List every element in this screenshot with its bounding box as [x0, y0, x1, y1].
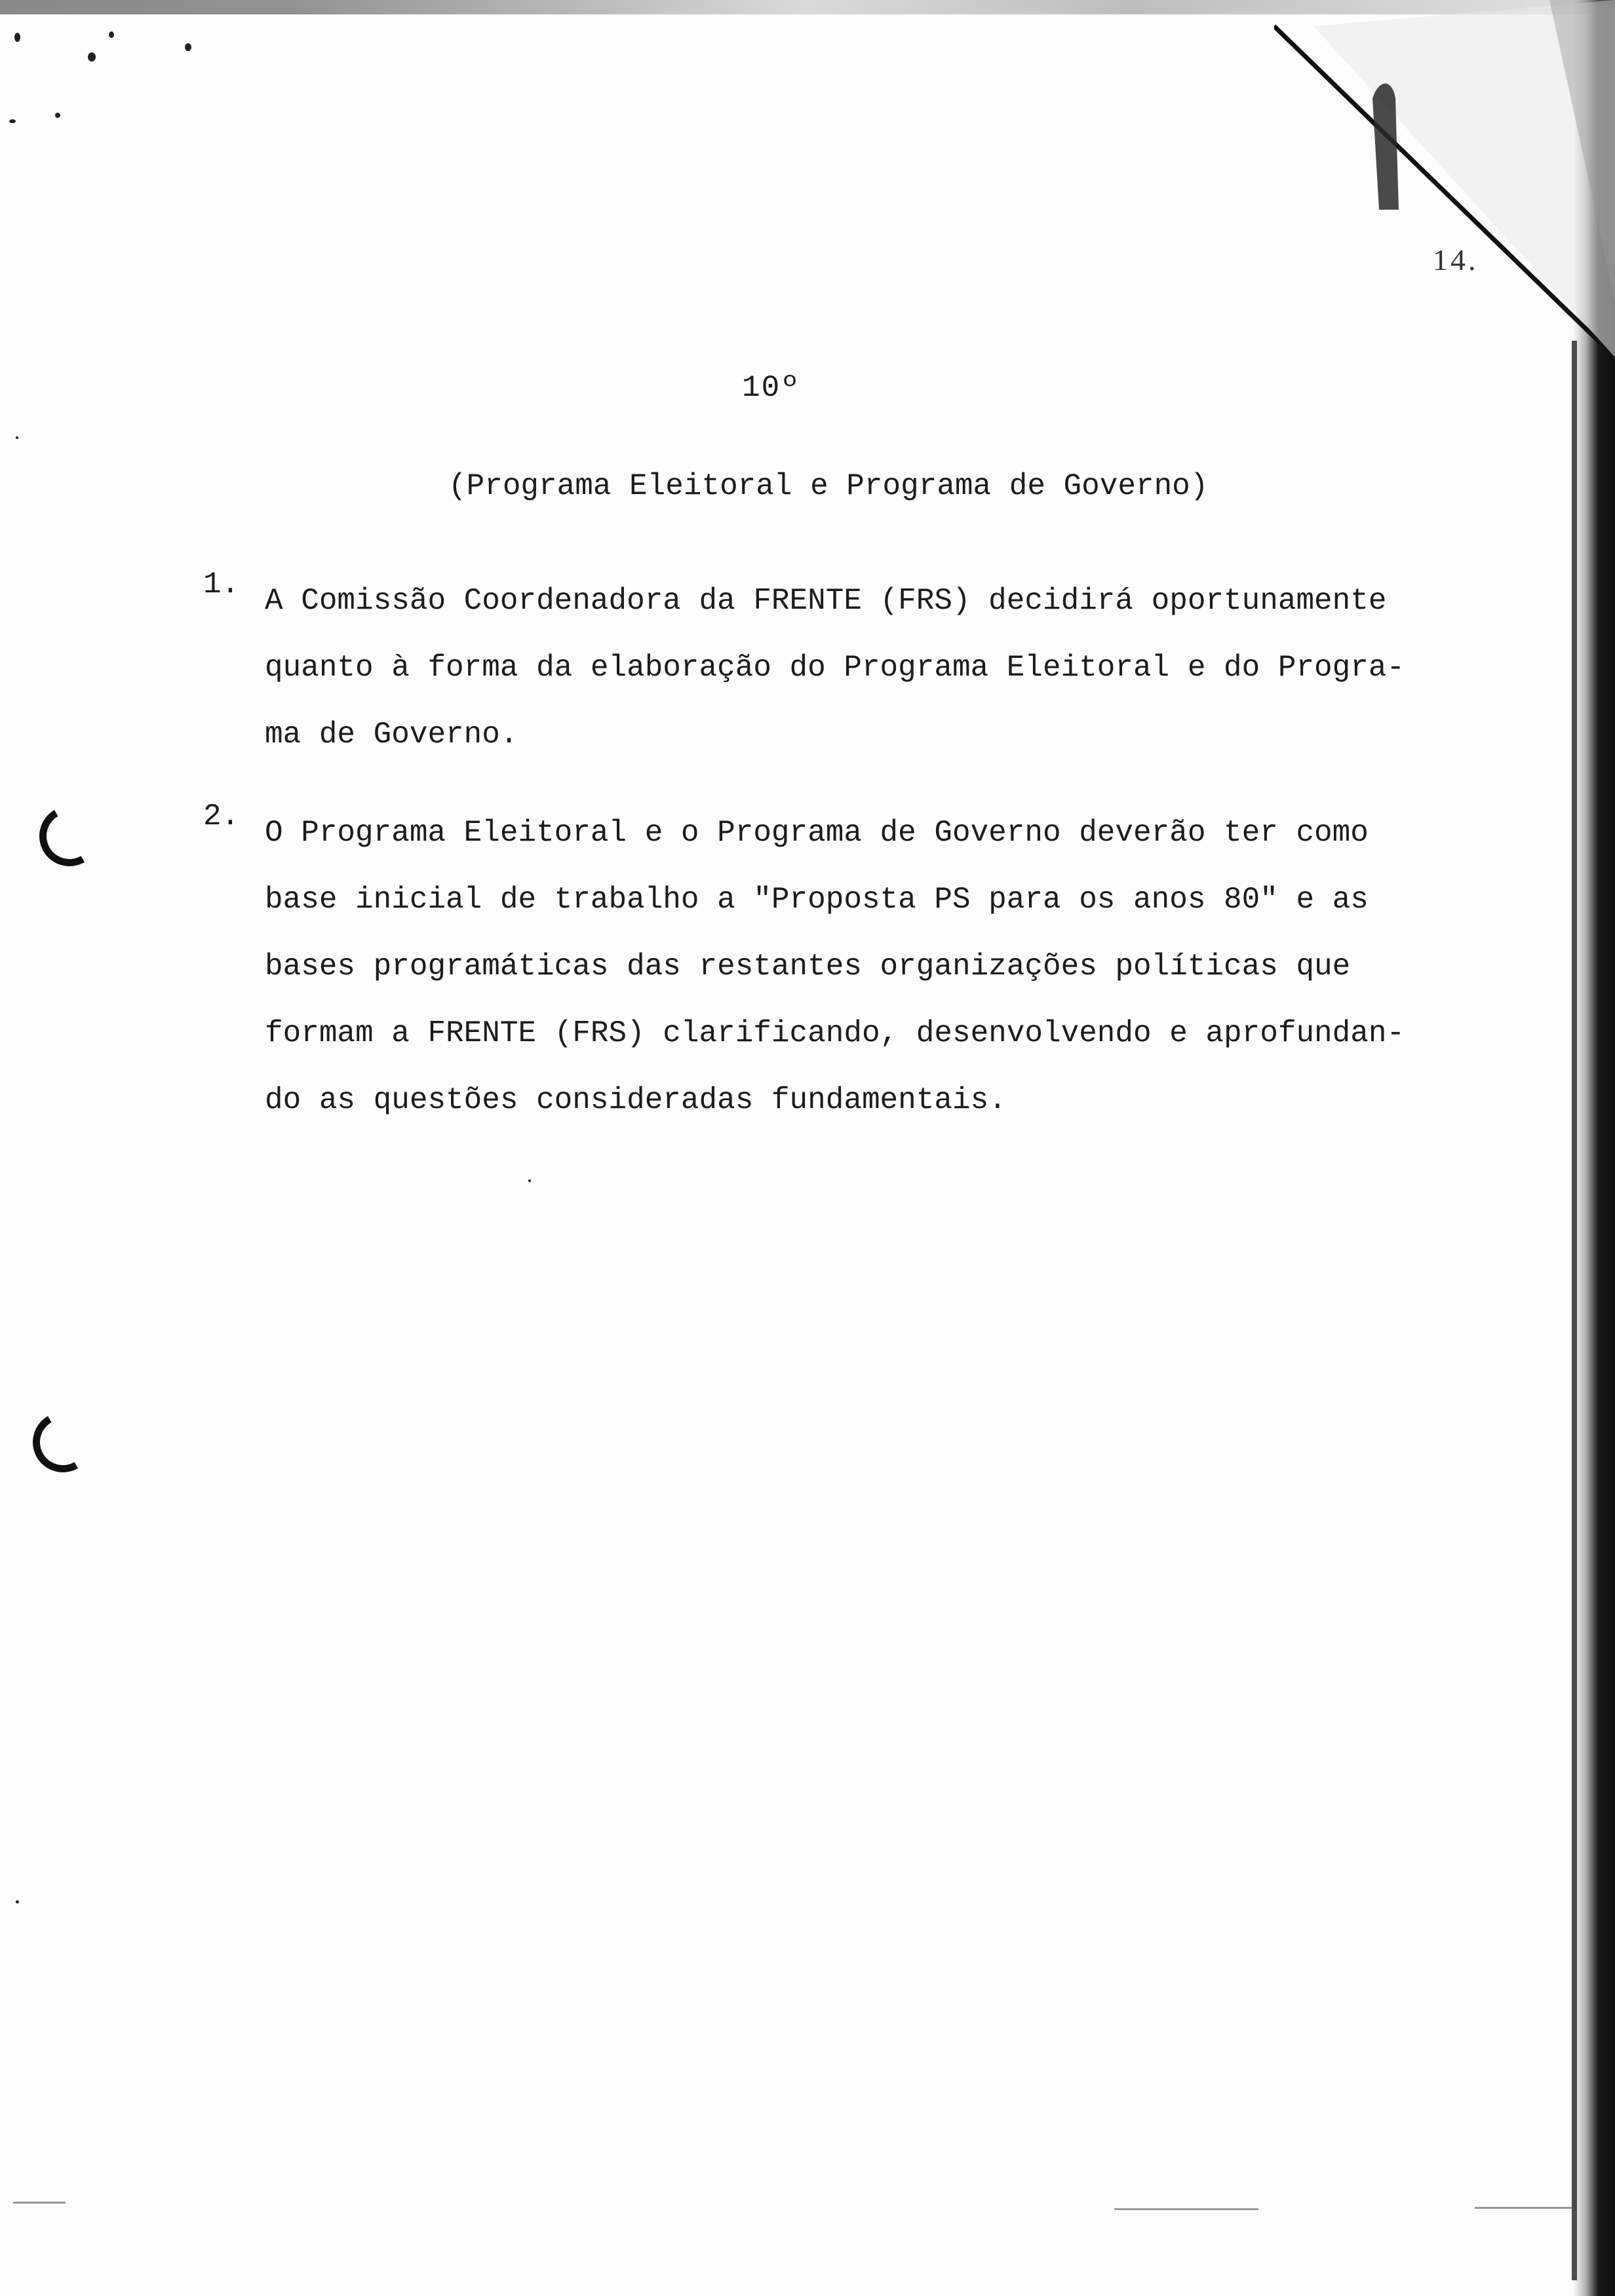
text-line: A Comissão Coordenadora da FRENTE (FRS) decidirá oportunamente: [265, 584, 1387, 618]
scan-speck: [528, 1179, 531, 1182]
text-line: formam a FRENTE (FRS) clarificando, desenvolvendo e aprofundan-: [265, 1016, 1405, 1050]
text-line: quanto à forma da elaboração do Programa Eleitoral e do Progra-: [265, 651, 1405, 685]
text-line: ma de Governo.: [265, 718, 518, 752]
scan-speck: [88, 52, 96, 62]
text-line: base inicial de trabalho a "Proposta PS para os anos 80" e as: [265, 883, 1369, 917]
section-number: 10º: [742, 371, 800, 405]
list-item-number: 2.: [203, 799, 240, 833]
scan-speck: [16, 436, 18, 439]
section-title: (Programa Eleitoral e Programa de Governo): [448, 469, 1209, 503]
text-line: do as questões consideradas fundamentais.: [265, 1083, 1007, 1117]
scan-speck: [14, 33, 20, 42]
list-item-number: 1.: [203, 567, 240, 602]
page-stamp-number: 14.: [1433, 243, 1479, 277]
scan-line-bottom: [13, 2202, 66, 2204]
scan-speck: [16, 1900, 19, 1904]
binder-hole-mark: [33, 799, 107, 873]
scan-line-bottom: [1114, 2208, 1258, 2210]
folded-corner: [1274, 0, 1615, 367]
list-item-text: [265, 799, 1523, 1134]
scan-edge-right-line: [1572, 341, 1577, 2280]
scan-line-bottom: [1475, 2207, 1573, 2209]
binder-hole-mark: [26, 1406, 100, 1480]
scan-speck: [109, 31, 114, 38]
scan-speck: [55, 113, 60, 118]
text-line: O Programa Eleitoral e o Programa de Governo deverão ter como: [265, 816, 1369, 850]
scan-speck: [185, 43, 191, 51]
text-line: bases programáticas das restantes organizações políticas que: [265, 949, 1351, 984]
list-item-text: [265, 567, 1523, 768]
scan-speck: [9, 119, 16, 123]
